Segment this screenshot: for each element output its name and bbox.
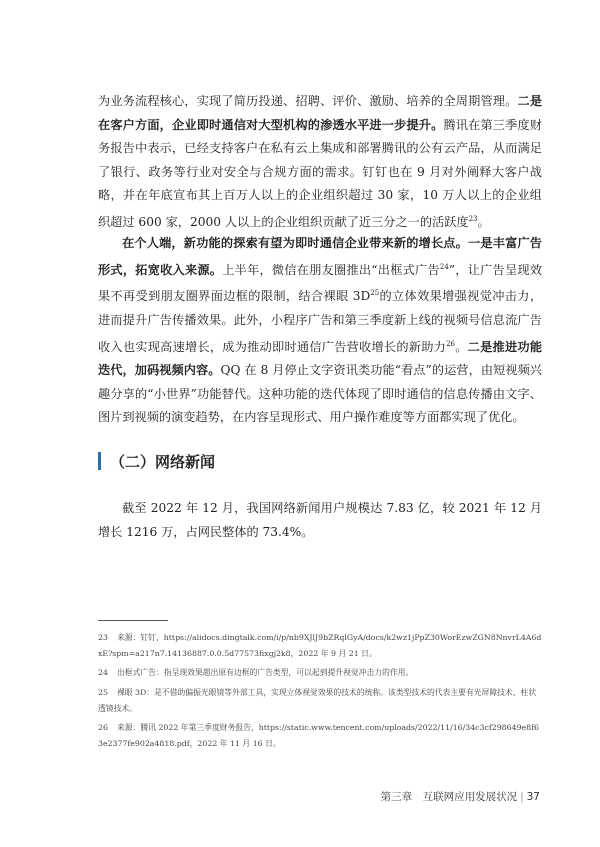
paragraph-text: 腾讯在第三季度财务报告中表示，已经支持客户在私有云上集成和部署腾讯的公有云产品，从而满足了银行、政务等行业对安全与合规方面的需求。钉钉也在 9 月对外阐释大客户战略，并在年底宣布其上百万人以上的企业组织超过 30 家，10 万人以上的企业组织超过 600 家，2000 人以上的企业组织贡献了近三分之一的活跃度	[98, 117, 543, 230]
footer-separator: |	[520, 791, 524, 803]
paragraph-text: ”，让广告呈现效果不再受到朋友圈界面边框的限制，结合裸眼 3D	[98, 262, 543, 304]
bold-emphasis: 二是在客户方面，企业即时通信对大型机构的渗透水平进一步提升。	[98, 94, 543, 132]
paragraph-text: 。	[477, 215, 490, 230]
footnote-divider	[98, 620, 168, 621]
bold-emphasis: 二是推进功能迭代，加码视频内容。	[98, 339, 543, 378]
footnote-ref[interactable]: 26	[446, 339, 455, 348]
body-paragraph	[98, 90, 542, 235]
footnote-number: 25	[98, 688, 108, 697]
chapter-title: 第三章 互联网应用发展状况	[380, 791, 518, 803]
page-number: 37	[526, 791, 540, 803]
footnote-text: 裸眼 3D：是不借助偏振光眼镜等外部工具，实现立体视觉效果的技术的统称。该类型技术的代表主要有光屏障技术、柱状透镜技术。	[98, 688, 537, 713]
footnote-text[interactable]: 来源：腾讯 2022 年第三季度财务报告，https://static.www.tencent.com/uploads/2022/11/16/34c3cf298649e8f63e2377fe902a4818.pdf，2022 年 11 月 16 日。	[98, 723, 539, 748]
paragraph-text: 的立体效果增强视觉冲击力，进而提升广告传播效果。此外，小程序广告和第三季度新上线的视频号信息流广告收入也实现高速增长，成为推动即时通信广告营收增长的新助力	[98, 289, 543, 354]
footnote-text: 出框式广告：指呈现效果超出原有边框的广告类型，可以起到提升视觉冲击力的作用。	[117, 668, 414, 677]
section-heading	[110, 451, 215, 472]
heading-accent-bar	[98, 452, 101, 470]
paragraph-text: 为业务流程核心，实现了简历投递、招聘、评价、激励、培养的全周期管理。	[98, 94, 518, 108]
footnote-number: 26	[98, 723, 108, 732]
paragraph-text: QQ 在 8 月停止文字资讯类功能“看点”的运营，由短视频兴趣分享的“小世界”功能替代。这种功能的迭代体现了即时通信的信息传播由文字、图片到视频的演变趋势，在内容呈现形式、用户操作难度等方面都实现了优化。	[98, 363, 542, 425]
body-paragraph: 截至 2022 年 12 月，我国网络新闻用户规模达 7.83 亿，较 2021 年 12 月增长 1216 万，占网民整体的 73.4%。	[98, 501, 542, 539]
paragraph-text: 上半年，微信在朋友圈推出“出框式广告	[222, 262, 440, 277]
paragraph-text: 。	[454, 339, 468, 354]
footnote-ref[interactable]: 25	[370, 289, 380, 298]
footnote-ref[interactable]: 24	[439, 262, 449, 271]
footnote-number: 24	[98, 668, 108, 677]
body-paragraph	[98, 232, 542, 430]
section-heading-text: （二）网络新闻	[110, 453, 216, 471]
footnote	[98, 665, 542, 681]
running-footer	[381, 789, 540, 804]
footnote	[98, 630, 542, 661]
bold-emphasis: 在个人端，新功能的探索有望为即时通信企业带来新的增长点。一是丰富广告形式，拓宽收入来源。	[98, 236, 542, 277]
footnote	[98, 685, 542, 716]
footnote-number: 23	[98, 633, 108, 642]
footnote-ref[interactable]: 23	[468, 214, 478, 223]
footnote-text[interactable]: 来源：钉钉，https://alidocs.dingtalk.com/i/p/nb9XJlJ9bZRqlGyA/docs/k2wz1jPpZ30WorEzwZGN8NnvrL4A6dxE?spm=a217n7.14136887.0.0.5d77573fixgj2k8，2022 年 9 月 21 日。	[98, 633, 542, 658]
footnote	[98, 720, 542, 751]
